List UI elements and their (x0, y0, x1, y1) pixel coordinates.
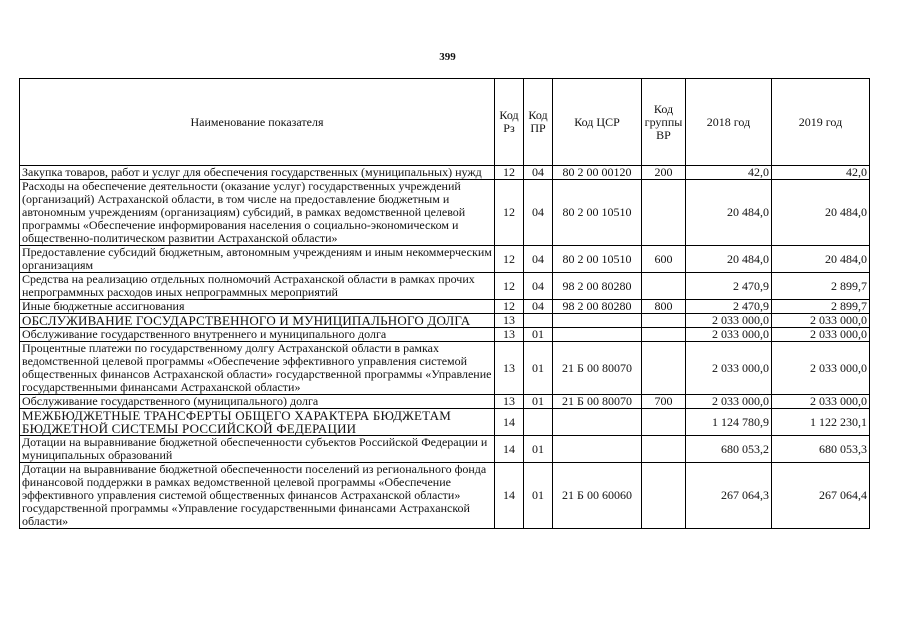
cell-rz: 12 (495, 246, 524, 273)
cell-2018: 680 053,2 (686, 436, 772, 463)
cell-2018: 2 033 000,0 (686, 328, 772, 342)
cell-rz: 12 (495, 273, 524, 300)
cell-vr (642, 409, 686, 436)
cell-2019: 2 033 000,0 (772, 328, 870, 342)
cell-2019: 680 053,3 (772, 436, 870, 463)
cell-pr: 01 (524, 436, 553, 463)
cell-csr: 21 Б 00 60060 (553, 463, 642, 529)
header-name: Наименование показателя (20, 79, 495, 166)
table-header-row (20, 79, 870, 166)
cell-csr: 80 2 00 00120 (553, 166, 642, 180)
cell-2019: 1 122 230,1 (772, 409, 870, 436)
table-row (20, 436, 870, 463)
page-number: 399 (439, 51, 456, 63)
cell-csr: 98 2 00 80280 (553, 300, 642, 314)
cell-name: Расходы на обеспечение деятельности (оказание услуг) государственных учреждений (организаций) Астраханской области, в том числе на предоставление бюджетным и автономным учреждениям (организациям) субсидий, в рамках ведомственной целевой программы «Обеспечение информирования населения о социально-экономическом и общественно-политическом развитии Астраханской области» (20, 180, 495, 246)
cell-rz: 12 (495, 180, 524, 246)
cell-name: Иные бюджетные ассигнования (20, 300, 495, 314)
cell-2019: 2 899,7 (772, 273, 870, 300)
cell-2019: 42,0 (772, 166, 870, 180)
cell-2018: 267 064,3 (686, 463, 772, 529)
cell-2019: 2 899,7 (772, 300, 870, 314)
cell-name: Средства на реализацию отдельных полномочий Астраханской области в рамках прочих непрограммных расходов иных непрограммных мероприятий (20, 273, 495, 300)
cell-2018: 42,0 (686, 166, 772, 180)
cell-csr: 98 2 00 80280 (553, 273, 642, 300)
cell-pr (524, 314, 553, 328)
table-row (20, 395, 870, 409)
cell-csr: 21 Б 00 80070 (553, 342, 642, 395)
cell-2018: 2 033 000,0 (686, 395, 772, 409)
cell-csr: 80 2 00 10510 (553, 246, 642, 273)
cell-rz: 13 (495, 342, 524, 395)
table-row (20, 273, 870, 300)
cell-2018: 2 470,9 (686, 273, 772, 300)
cell-rz: 14 (495, 409, 524, 436)
cell-name: Обслуживание государственного (муниципального) долга (20, 395, 495, 409)
header-csr: Код ЦСР (553, 79, 642, 166)
cell-rz: 12 (495, 300, 524, 314)
table-row (20, 180, 870, 246)
cell-2019: 2 033 000,0 (772, 395, 870, 409)
cell-csr (553, 314, 642, 328)
cell-2018: 2 470,9 (686, 300, 772, 314)
cell-2019: 2 033 000,0 (772, 342, 870, 395)
cell-csr (553, 328, 642, 342)
table-row (20, 246, 870, 273)
cell-2018: 1 124 780,9 (686, 409, 772, 436)
cell-2019: 20 484,0 (772, 180, 870, 246)
table-row (20, 463, 870, 529)
cell-2018: 2 033 000,0 (686, 342, 772, 395)
cell-vr: 800 (642, 300, 686, 314)
cell-name: Обслуживание государственного внутреннего и муниципального долга (20, 328, 495, 342)
table-row (20, 314, 870, 328)
cell-name: Закупка товаров, работ и услуг для обеспечения государственных (муниципальных) нужд (20, 166, 495, 180)
cell-csr (553, 409, 642, 436)
cell-pr: 04 (524, 166, 553, 180)
cell-pr: 01 (524, 342, 553, 395)
cell-rz: 13 (495, 328, 524, 342)
cell-pr: 04 (524, 300, 553, 314)
cell-name: Предоставление субсидий бюджетным, автономным учреждениям и иным некоммерческим организациям (20, 246, 495, 273)
header-2018: 2018 год (686, 79, 772, 166)
cell-vr (642, 314, 686, 328)
cell-rz: 13 (495, 395, 524, 409)
table-row (20, 328, 870, 342)
cell-rz: 14 (495, 436, 524, 463)
cell-2018: 2 033 000,0 (686, 314, 772, 328)
table-row (20, 300, 870, 314)
table-row (20, 166, 870, 180)
header-rz: Код Рз (495, 79, 524, 166)
cell-csr: 80 2 00 10510 (553, 180, 642, 246)
cell-vr: 200 (642, 166, 686, 180)
cell-pr (524, 409, 553, 436)
cell-pr: 04 (524, 180, 553, 246)
cell-pr: 01 (524, 328, 553, 342)
cell-2018: 20 484,0 (686, 180, 772, 246)
cell-vr: 600 (642, 246, 686, 273)
cell-name: Процентные платежи по государственному долгу Астраханской области в рамках ведомственной целевой программы «Обеспечение эффективного управления системой общественных финансов Астраханской области» государственной программы «Управление государственными финансами Астраханской области» (20, 342, 495, 395)
cell-name: Дотации на выравнивание бюджетной обеспеченности поселений из регионального фонда финансовой поддержки в рамках ведомственной целевой программы «Обеспечение эффективного управления системой общественных финансов Астраханской области» государственной программы «Управление государственными финансами Астраханской области» (20, 463, 495, 529)
cell-2019: 20 484,0 (772, 246, 870, 273)
cell-rz: 13 (495, 314, 524, 328)
cell-vr (642, 342, 686, 395)
header-2019: 2019 год (772, 79, 870, 166)
cell-pr: 04 (524, 273, 553, 300)
cell-name: ОБСЛУЖИВАНИЕ ГОСУДАРСТВЕННОГО И МУНИЦИПАЛЬНОГО ДОЛГА (20, 314, 495, 328)
table-row (20, 342, 870, 395)
cell-vr (642, 180, 686, 246)
cell-vr (642, 328, 686, 342)
cell-2019: 2 033 000,0 (772, 314, 870, 328)
cell-vr (642, 273, 686, 300)
cell-csr (553, 436, 642, 463)
table-row (20, 409, 870, 436)
header-vr: Код группы ВР (642, 79, 686, 166)
cell-2019: 267 064,4 (772, 463, 870, 529)
cell-vr: 700 (642, 395, 686, 409)
cell-pr: 01 (524, 395, 553, 409)
cell-vr (642, 463, 686, 529)
budget-table (19, 78, 870, 529)
cell-rz: 12 (495, 166, 524, 180)
cell-csr: 21 Б 00 80070 (553, 395, 642, 409)
cell-name: Дотации на выравнивание бюджетной обеспеченности субъектов Российской Федерации и муниципальных образований (20, 436, 495, 463)
cell-name: МЕЖБЮДЖЕТНЫЕ ТРАНСФЕРТЫ ОБЩЕГО ХАРАКТЕРА БЮДЖЕТАМ БЮДЖЕТНОЙ СИСТЕМЫ РОССИЙСКОЙ ФЕДЕРАЦИИ (20, 409, 495, 436)
cell-vr (642, 436, 686, 463)
cell-pr: 01 (524, 463, 553, 529)
header-pr: Код ПР (524, 79, 553, 166)
cell-rz: 14 (495, 463, 524, 529)
cell-2018: 20 484,0 (686, 246, 772, 273)
cell-pr: 04 (524, 246, 553, 273)
